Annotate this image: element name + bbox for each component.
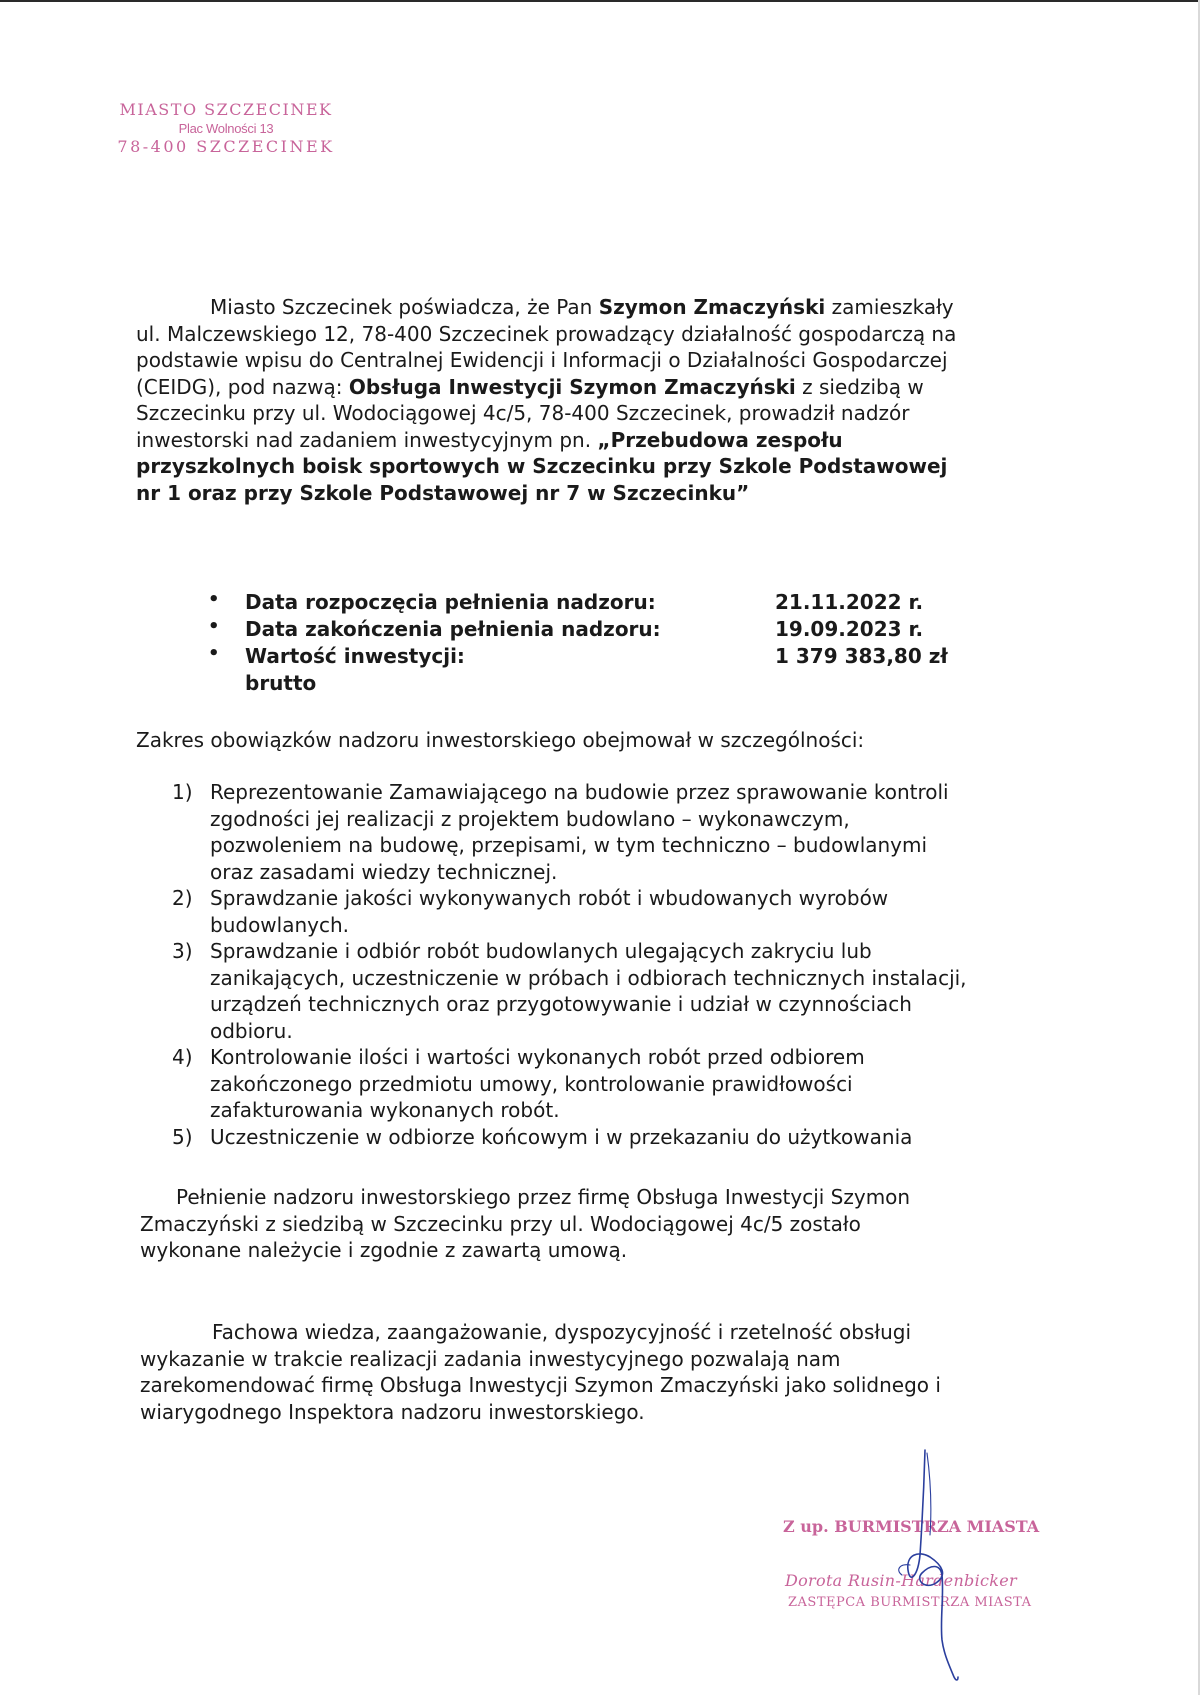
intro-text: Miasto Szczecinek poświadcza, że Pan (210, 295, 599, 319)
stamp-line-postal: 78-400 SZCZECINEK (117, 137, 335, 156)
list-item-number: 5) (172, 1124, 193, 1149)
list-item-text (210, 885, 1072, 938)
list-item-text (210, 938, 1072, 1044)
list-item-line: pozwoleniem na budowę, przepisami, w tym techniczno – budowlanymi (210, 833, 928, 857)
signature-stamp-authority: Z up. BURMISTRZA MIASTA (783, 1517, 1040, 1536)
list-item-line: zanikających, uczestniczenie w próbach i odbiorach technicznych instalacji, (210, 965, 967, 990)
intro-line-1 (136, 294, 1056, 321)
intro-paragraph (136, 294, 1056, 506)
list-item-line: Sprawdzanie jakości wykonywanych robót i wbudowanych wyrobów (210, 886, 889, 910)
paragraph-line: zarekomendować firmę Obsługa Inwestycji Szymon Zmaczyński jako solidnego i (140, 1373, 941, 1397)
bullet-icon: • (208, 616, 220, 637)
signature-stamp-name: Dorota Rusin-Hardenbicker (785, 1571, 1017, 1590)
project-title-start: „Przebudowa zespołu (597, 427, 843, 452)
fact-label-continuation: brutto (245, 671, 317, 695)
intro-text: z siedzibą w (795, 374, 924, 399)
fact-label: Wartość inwestycji: (245, 644, 465, 668)
list-item-number: 3) (172, 939, 193, 963)
fact-label: Data zakończenia pełnienia nadzoru: (245, 617, 661, 641)
list-item-line: Reprezentowanie Zamawiającego na budowie przez sprawowanie kontroli (210, 780, 949, 804)
list-item-line: zgodności jej realizacji z projektem budowlano – wykonawczym, (210, 806, 850, 831)
intro-line-7: przyszkolnych boisk sportowych w Szczecinku przy Szkole Podstawowej (136, 454, 948, 478)
fact-value: 1 379 383,80 zł (775, 644, 948, 668)
company-name: Obsługa Inwestycji Szymon Zmaczyński (348, 374, 796, 399)
list-item (172, 1044, 1072, 1124)
fact-value: 21.11.2022 r. (775, 590, 924, 614)
bullet-icon: • (208, 643, 220, 664)
list-item-line: urządzeń technicznych oraz przygotowywanie i udział w czynnościach (210, 992, 912, 1016)
person-name: Szymon Zmaczyński (598, 295, 826, 319)
facts-list (200, 590, 1000, 698)
paragraph-line: Pełnienie nadzoru inwestorskiego przez firmę Obsługa Inwestycji Szymon (176, 1185, 911, 1209)
list-item-line: Kontrolowanie ilości i wartości wykonanych robót przed odbiorem (210, 1045, 865, 1069)
intro-line-4 (136, 374, 1056, 401)
list-item-number: 1) (172, 780, 193, 804)
paragraph-line: Fachowa wiedza, zaangażowanie, dyspozycyjność i rzetelność obsługi (212, 1320, 912, 1344)
stamp-line-city: MIASTO SZCZECINEK (119, 100, 333, 119)
list-item-line: zafakturowania wykonanych robót. (210, 1098, 560, 1122)
fact-end-date (200, 617, 1000, 644)
duties-list (172, 779, 1072, 1150)
list-item-text (210, 779, 1072, 885)
fact-value: 19.09.2023 r. (775, 617, 924, 641)
fact-start-date (200, 590, 1000, 617)
fact-label: Data rozpoczęcia pełnienia nadzoru: (245, 590, 656, 614)
intro-line-6 (136, 427, 1056, 454)
stamp-line-street: Plac Wolności 13 (178, 121, 274, 136)
intro-text: zamieszkały (825, 295, 954, 319)
intro-text: inwestorski nad zadaniem inwestycyjnym pn. (136, 427, 598, 452)
list-item-line: odbioru. (210, 1018, 293, 1043)
paragraph-line: wykonane należycie i zgodnie z zawartą umową. (140, 1238, 628, 1262)
intro-text: (CEIDG), pod nazwą: (136, 374, 349, 399)
intro-line-3: podstawie wpisu do Centralnej Ewidencji i Informacji o Działalności Gospodarczej (136, 348, 948, 372)
list-item-text (210, 1044, 1072, 1124)
signature-stamp-position: ZASTĘPCA BURMISTRZA MIASTA (788, 1595, 1032, 1610)
scan-edge-top (0, 0, 1200, 2)
scope-intro: Zakres obowiązków nadzoru inwestorskiego obejmował w szczególności: (136, 728, 865, 752)
list-item-line: oraz zasadami wiedzy technicznej. (210, 859, 558, 884)
fact-investment-value (200, 644, 1000, 671)
intro-line-8: nr 1 oraz przy Szkole Podstawowej nr 7 w Szczecinku” (136, 480, 750, 505)
header-stamp (96, 100, 356, 156)
list-item-line: budowlanych. (210, 912, 350, 937)
fact-extra-row (200, 671, 1000, 698)
list-item (172, 885, 1072, 938)
paragraph-line: wykazanie w trakcie realizacji zadania inwestycyjnego pozwalają nam (140, 1346, 841, 1371)
list-item-text (210, 1124, 1072, 1151)
bullet-icon: • (208, 589, 220, 610)
paragraph-line: Zmaczyński z siedzibą w Szczecinku przy ul. Wodociągowej 4c/5 zostało (140, 1211, 861, 1236)
list-item (172, 779, 1072, 885)
closing-paragraph-1 (140, 1184, 1040, 1264)
intro-line-2: ul. Malczewskiego 12, 78-400 Szczecinek prowadzący działalność gospodarczą na (136, 321, 957, 346)
intro-line-5: Szczecinku przy ul. Wodociągowej 4c/5, 78-400 Szczecinek, prowadził nadzór (136, 401, 910, 425)
list-item-line: Uczestniczenie w odbiorze końcowym i w przekazaniu do użytkowania (210, 1124, 913, 1149)
list-item-number: 2) (172, 886, 193, 910)
list-item-number: 4) (172, 1045, 193, 1069)
list-item (172, 1124, 1072, 1151)
closing-paragraph-2 (140, 1319, 1040, 1425)
list-item (172, 938, 1072, 1044)
list-item-line: Sprawdzanie i odbiór robót budowlanych ulegających zakryciu lub (210, 939, 872, 963)
paragraph-line: wiarygodnego Inspektora nadzoru inwestorskiego. (140, 1399, 645, 1424)
list-item-line: zakończonego przedmiotu umowy, kontrolowanie prawidłowości (210, 1071, 853, 1096)
handwritten-signature (870, 1445, 990, 1685)
